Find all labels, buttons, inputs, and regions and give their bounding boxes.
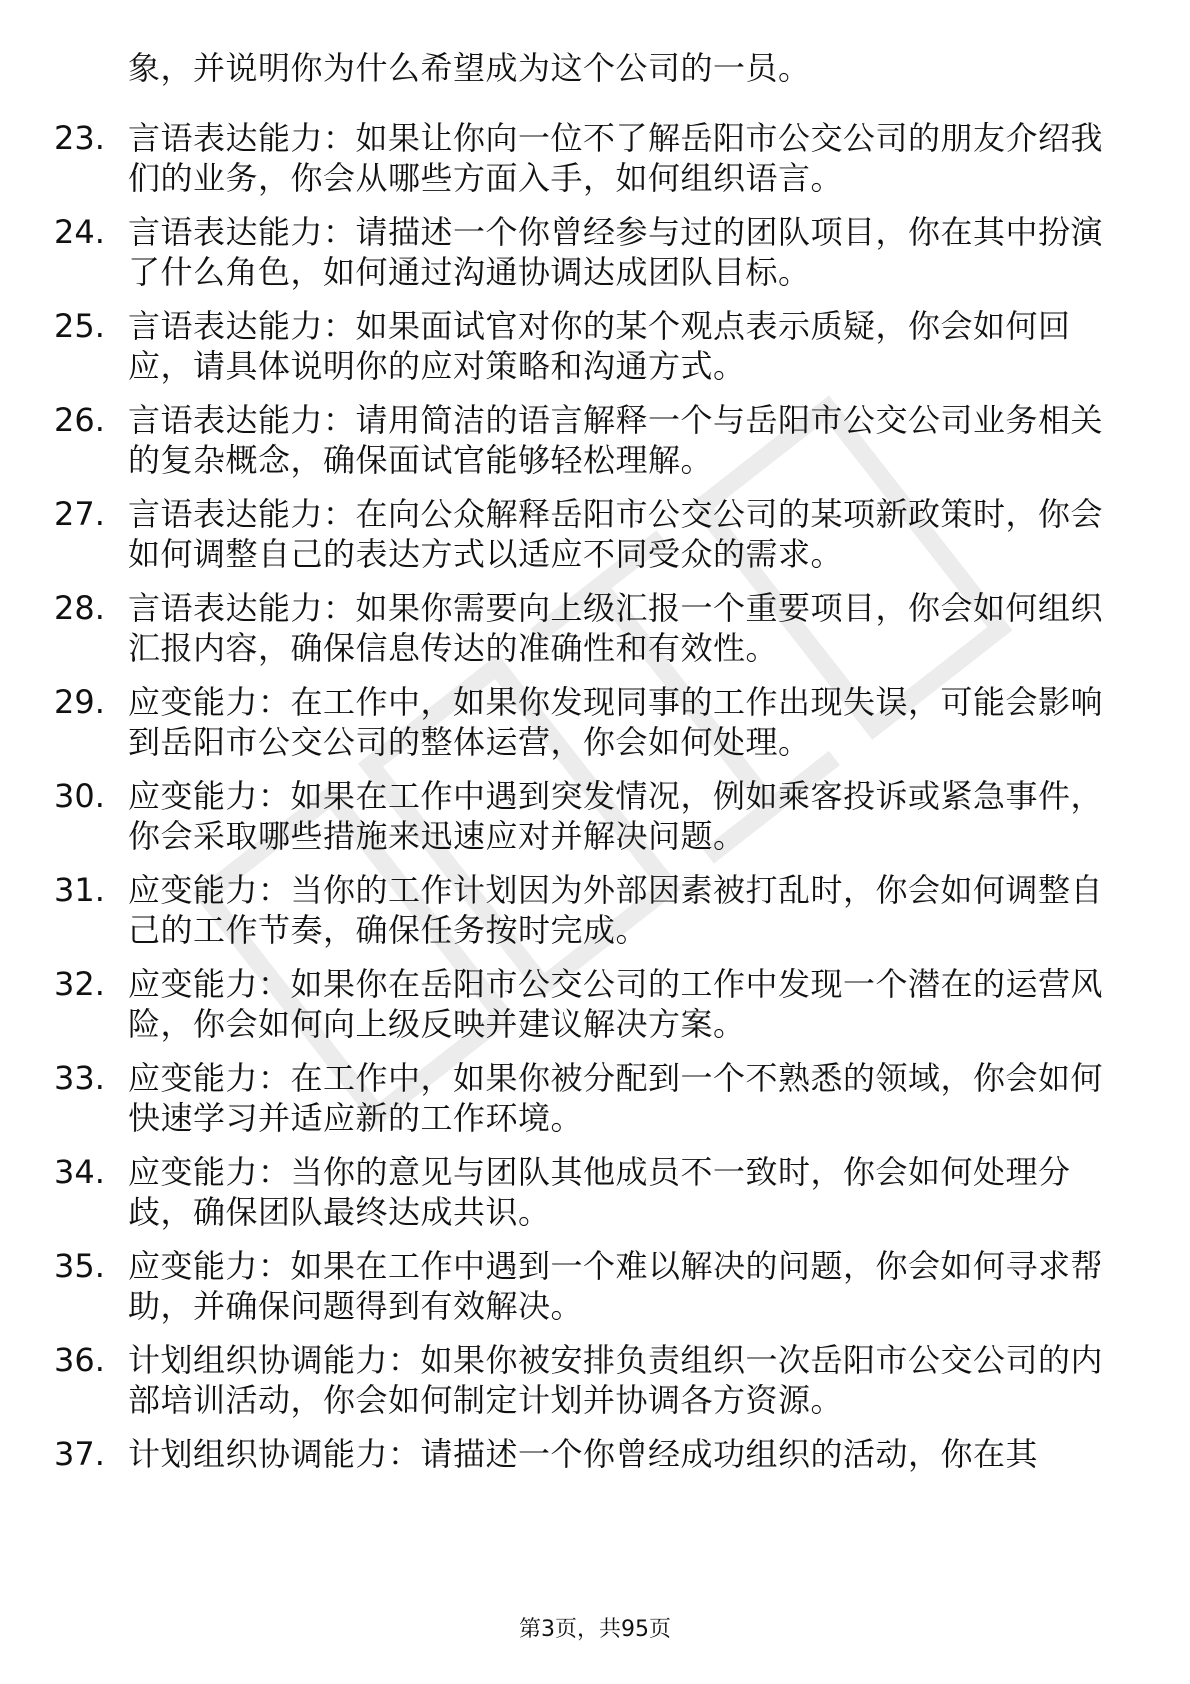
question-item — [54, 870, 1124, 950]
question-number: 29. — [54, 683, 105, 721]
question-item — [54, 1246, 1124, 1326]
question-text: 言语表达能力：如果你需要向上级汇报一个重要项目，你会如何组织汇报内容，确保信息传达的准确性和有效性。 — [128, 589, 1104, 667]
question-text: 应变能力：如果你在岳阳市公交公司的工作中发现一个潜在的运营风险，你会如何向上级反映并建议解决方案。 — [128, 965, 1104, 1043]
question-item — [54, 494, 1124, 574]
question-item — [54, 1434, 1124, 1474]
question-item — [54, 400, 1124, 480]
question-text: 言语表达能力：如果面试官对你的某个观点表示质疑，你会如何回应，请具体说明你的应对策略和沟通方式。 — [128, 307, 1071, 385]
question-item — [54, 118, 1124, 198]
question-text: 应变能力：在工作中，如果你被分配到一个不熟悉的领域，你会如何快速学习并适应新的工作环境。 — [128, 1059, 1104, 1137]
question-number: 32. — [54, 965, 105, 1003]
question-item — [54, 588, 1124, 668]
question-number: 35. — [54, 1247, 105, 1285]
question-number: 30. — [54, 777, 105, 815]
question-item — [54, 964, 1124, 1044]
question-item — [54, 1152, 1124, 1232]
question-text: 应变能力：如果在工作中遇到一个难以解决的问题，你会如何寻求帮助，并确保问题得到有效解决。 — [128, 1247, 1104, 1325]
question-item — [54, 682, 1124, 762]
continuation-text: 象，并说明你为什么希望成为这个公司的一员。 — [128, 49, 811, 87]
question-item — [54, 1058, 1124, 1138]
question-number: 25. — [54, 307, 105, 345]
question-text: 言语表达能力：请描述一个你曾经参与过的团队项目，你在其中扮演了什么角色，如何通过沟通协调达成团队目标。 — [128, 213, 1104, 291]
question-number: 28. — [54, 589, 105, 627]
question-number: 33. — [54, 1059, 105, 1097]
question-text: 应变能力：如果在工作中遇到突发情况，例如乘客投诉或紧急事件，你会采取哪些措施来迅速应对并解决问题。 — [128, 777, 1104, 855]
question-text: 应变能力：在工作中，如果你发现同事的工作出现失误，可能会影响到岳阳市公交公司的整体运营，你会如何处理。 — [128, 683, 1104, 761]
question-number: 31. — [54, 871, 105, 909]
question-number: 37. — [54, 1435, 105, 1473]
page-footer: 第3页，共95页 — [519, 1617, 671, 1642]
question-number: 27. — [54, 495, 105, 533]
question-text: 言语表达能力：如果让你向一位不了解岳阳市公交公司的朋友介绍我们的业务，你会从哪些方面入手，如何组织语言。 — [128, 119, 1104, 197]
question-number: 34. — [54, 1153, 105, 1191]
question-number: 36. — [54, 1341, 105, 1379]
question-text: 言语表达能力：请用简洁的语言解释一个与岳阳市公交公司业务相关的复杂概念，确保面试官能够轻松理解。 — [128, 401, 1104, 479]
question-number: 23. — [54, 119, 105, 157]
question-number: 26. — [54, 401, 105, 439]
question-text: 应变能力：当你的意见与团队其他成员不一致时，你会如何处理分歧，确保团队最终达成共识。 — [128, 1153, 1071, 1231]
question-text: 计划组织协调能力：如果你被安排负责组织一次岳阳市公交公司的内部培训活动，你会如何制定计划并协调各方资源。 — [128, 1341, 1104, 1419]
question-text: 应变能力：当你的工作计划因为外部因素被打乱时，你会如何调整自己的工作节奏，确保任务按时完成。 — [128, 871, 1104, 949]
question-item — [54, 212, 1124, 292]
question-item — [54, 776, 1124, 856]
question-number: 24. — [54, 213, 105, 251]
question-item — [54, 306, 1124, 386]
question-text: 计划组织协调能力：请描述一个你曾经成功组织的活动，你在其 — [128, 1435, 1039, 1473]
question-item — [54, 1340, 1124, 1420]
question-text: 言语表达能力：在向公众解释岳阳市公交公司的某项新政策时，你会如何调整自己的表达方式以适应不同受众的需求。 — [128, 495, 1104, 573]
